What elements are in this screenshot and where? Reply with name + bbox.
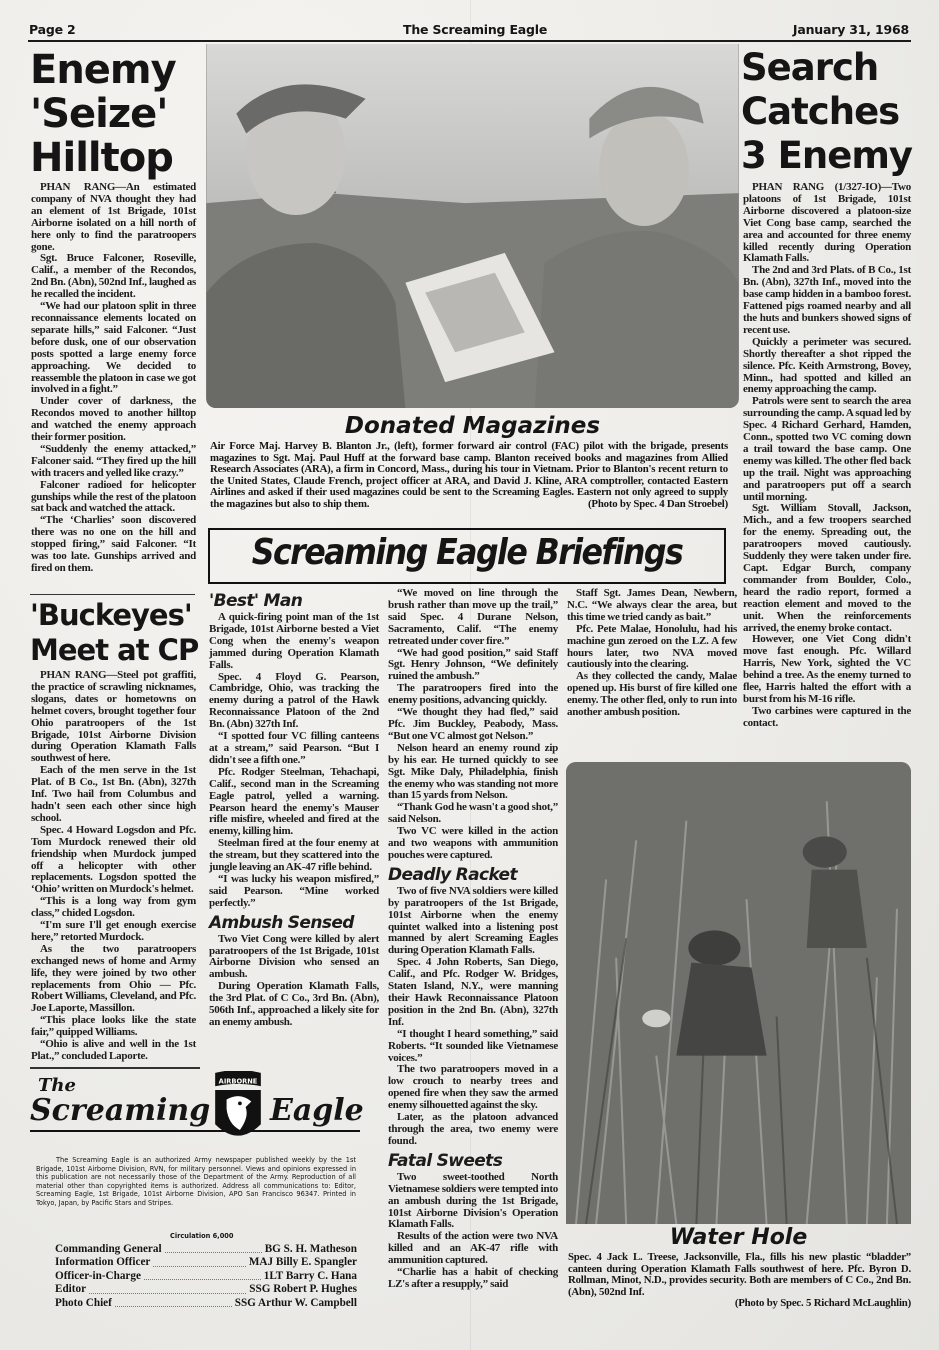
story-buckeyes-body: PHAN RANG—Steel pot graffiti, the practice of scrawling nicknames, slogans, dates or hometowns on helmet covers, brought together four Ohio paratroopers of the 1st Brigade, 101st Airborne Division during Operation Klamath Falls southwest of here. Each of the men serve in the 1st Plat. of B Co., 1st Bn. (Abn), 327th Inf. Two hail from Columbus and hadn't seen each other since high school. Spec. 4 Howard Logsdon and Pfc. Tom Murdock renewed their old friendship when Murdock jumped off a helicopter with other replacements. Logsdon spotted the ‘Ohio’ written on Murdock's helmet. “This is a long way from gym class,” chided Logsdon. “I'm sure I'll get enough exercise here,” retorted Murdock. As the two paratroopers exchanged news of home and Army life, they were joined by two other replacements from Ohio — Pfc. Robert Williams, Cleveland, and Pfc. Joe Laporte, Massillon. “This place looks like the state fair,” quipped Williams. “Ohio is alive and well in the 1st Plat.,” concluded Laporte. <box>31 669 196 1062</box>
soldier-kneeling <box>688 930 740 965</box>
column-rule <box>30 594 195 595</box>
canteen <box>642 1010 670 1028</box>
staff-row: Editor SSG Robert P. Hughes <box>55 1283 357 1296</box>
issue-date: January 31, 1968 <box>792 22 909 37</box>
briefings-column-1: 'Best' Man A quick-firing point man of the 1st Brigade, 101st Airborne bested a Viet Cong when the enemy's weapon jammed during Operation Klamath Falls. Spec. 4 Floyd G. Pearson, Cambridge, Ohio, was tracking the enemy during a patrol of the Hawk Reconnaissance Platoon of the 2nd Bn. (Abn) 327th Inf. “I spotted four VC filling canteens at a stream,” said Pearson. “But I didn't see a fifth one.” Pfc. Rodger Steelman, Tehachapi, Calif., second man in the Screaming Eagle patrol, yelled a warning. Pearson heard the enemy's Mauser rifle misfire, wheeled and fired at the enemy, killing him. Steelman fired at the four enemy at the stream, but they scattered into the jungle leaving an AK-47 rifle behind. “I was lucky his weapon misfired,” said Pearson. “Mine worked perfectly.” Ambush Sensed Two Viet Cong were killed by alert paratroopers of the 1st Brigade, 101st Airborne Division who sensed an ambush. During Operation Klamath Falls, the 3rd Plat. of C Co., 3rd Bn. (Abn), 506th Inf., approached a likely site for an enemy ambush. <box>209 591 379 1028</box>
staff-row: Commanding General BG S. H. Matheson <box>55 1243 357 1255</box>
header-rule <box>28 40 911 42</box>
photo-image <box>566 762 911 1224</box>
photo-caption-water-hole: Spec. 4 Jack L. Treese, Jacksonville, Fla., fills his new plastic “bladder” canteen during Operation Klamath Falls southwest of here. Pfc. Byron D. Rollman, Minot, N.D., provides security. Both are members of C Co., 2nd Bn. (Abn), 502nd Inf. (Photo by Spec. 5 Richard McLaughlin) <box>568 1251 911 1310</box>
patch-tab-text: AIRBORNE <box>218 1077 258 1086</box>
staff-row: Photo Chief SSG Arthur W. Campbell <box>55 1296 357 1309</box>
story-search-body: PHAN RANG (1/327-IO)—Two platoons of 1st Brigade, 101st Airborne discovered a platoon-size Viet Cong base camp, searched the area and accounted for three enemy killed recently during Operation Klamath Falls. The 2nd and 3rd Plats. of B Co., 1st Bn. (Abn), 327th Inf., moved into the base camp hidden in a bamboo forest. Fattened pigs roamed nearby and all the huts and bunkers showed signs of recent use. Quickly a perimeter was secured. Shortly thereafter a shot ripped the silence. Pfc. Keith Armstrong, Bovey, Minn., had spotted and killed an enemy approaching the camp. Patrols were sent to search the area surrounding the camp. A squad led by Spec. 4 Richard Gerhard, Hamden, Conn., spotted two VC coming down a trail toward the base camp. One enemy was killed. The other fled back up the trail. Night was approaching and paratroopers put off a search until morning. Sgt. William Stovall, Jackson, Mich., and a few troopers searched for the enemy. Spreading out, the paratroopers moved cautiously. Suddenly they were taken under fire. Capt. Edgar Burch, company commander from Boulder, Colo., heard the radio report, formed a reaction element and moved to the unit. When the reinforcements arrived, the enemy broke contact. However, one Viet Cong didn't move fast enough. Pfc. Willard Harris, New York, sighted the VC behind a tree. As the enemy turned to flee, Harris halted the effort with a burst from his M-16 rifle. Two carbines were captured in the contact. <box>743 181 911 729</box>
staff-box <box>55 1243 357 1310</box>
subhead-deadly-racket: Deadly Racket <box>388 864 518 885</box>
column-rule <box>30 1067 200 1069</box>
masthead <box>30 1075 364 1143</box>
subhead-ambush: Ambush Sensed <box>209 912 354 933</box>
subhead-fatal-sweets: Fatal Sweets <box>388 1150 503 1171</box>
masthead-the: The <box>38 1075 76 1096</box>
photo-donated-magazines <box>206 44 739 408</box>
masthead-eagle: Eagle <box>270 1093 364 1128</box>
photo-image <box>206 44 739 408</box>
soldier-right <box>535 231 739 408</box>
staff-row: Information Officer MAJ Billy E. Spangler <box>55 1256 357 1269</box>
photo-credit: (Photo by Spec. 5 Richard McLaughlin) <box>734 1297 911 1310</box>
story-hilltop-body: PHAN RANG—An estimated company of NVA thought they had an element of 1st Brigade, 101st Airborne isolated on a hill north of here only to find the paratroopers gone. Sgt. Bruce Falconer, Roseville, Calif., a member of the Recondos, 2nd Bn. (Abn), 502nd Inf., laughed as he recalled the incident. “We had our platoon split in three reconnaissance elements located on separate hills,” said Falconer. “Just before dusk, one of our observation posts spotted a large enemy force approaching. We decided to reassemble the platoon in case we got involved in a fight.” Under cover of darkness, the Recondos moved to another hilltop and watched the enemy approach their former position. “Suddenly the enemy attacked,” Falconer said. “They fired up the hill with tracers and yelled like crazy.” Falconer radioed for helicopter gunships while the rest of the platoon sat back and watched the attack. “The ‘Charlies’ soon discovered there was no one on the hill and stopped firing,” said Falconer. “It was too late. Gunships arrived and fired on them. <box>31 181 197 574</box>
masthead-rule <box>30 1130 360 1132</box>
masthead-disclaimer: The Screaming Eagle is an authorized Army newspaper published weekly by the 1st Brigade, 101st Airborne Division, RVN, for military personnel. Views and opinions expressed in this publication are not necessarily those of the Department of the Army. Reproduction of all material other than copyrighted items is authorized. Address all communications to: Editor, Screaming Eagle, 1st Brigade, 101st Airborne Division, APO San Francisco 96347. Printed in Tokyo, Japan, by Pacific Stars and Stripes. <box>36 1156 356 1207</box>
briefings-banner <box>208 528 726 584</box>
headline-buckeyes: 'Buckeyes' Meet at CP <box>30 598 199 667</box>
soldier-standing <box>803 836 847 867</box>
paper-name: The Screaming Eagle <box>403 22 548 37</box>
photo-title-water-hole: Water Hole <box>669 1225 808 1250</box>
photo-water-hole <box>566 762 911 1224</box>
subhead-best-man: 'Best' Man <box>209 591 303 611</box>
briefings-title: Screaming Eagle Briefings <box>251 532 683 573</box>
briefings-column-3: Staff Sgt. James Dean, Newbern, N.C. “We always clear the area, but this time we tried candy as bait.” Pfc. Pete Malae, Honolulu, had his machine gun zeroed on the LZ. A few hours later, two NVA moved cautiously into the clearing. As they collected the candy, Malae opened up. His burst of fire killed one enemy. The other fled, only to run into another ambush position. <box>567 587 737 719</box>
circulation: Circulation 6,000 <box>170 1232 234 1240</box>
briefings-column-2: “We moved on line through the brush rather than move up the trail,” said Spec. 4 Durane Nelson, Sacramento, Calif. “The enemy retreated under cover fire.” “We had good position,” said Staff Sgt. Henry Johnson, “We definitely ruined the ambush.” The paratroopers fired into the enemy positions, advancing quickly. “We thought they had fled,” said Pfc. Jim Buckley, Peabody, Mass. “But one VC almost got Nelson.” Nelson heard an enemy round zip by his ear. He turned quickly to see Sgt. Mike Daly, Philadelphia, finish the enemy who was standing not more than 15 yards from Nelson. “Thank God he wasn't a good shot,” said Nelson. Two VC were killed in the action and two weapons with ammunition pouches were captured. Deadly Racket Two of five NVA soldiers were killed by paratroopers of the 1st Brigade, 101st Airborne when the enemy quintet walked into a listening post manned by alert Screaming Eagles during Operation Klamath Falls. Spec. 4 John Roberts, San Diego, Calif., and Pfc. Rodger W. Bridges, Staten Island, N.Y., were manning their Hawk Reconnaissance Platoon position in the 2nd Bn. (Abn), 327th Inf. “I thought I heard something,” said Roberts. “It sounded like Vietnamese voices.” The two paratroopers moved in a low crouch to nearby trees and opened fire when they saw the armed enemy silhouetted against the sky. Later, as the platoon advanced through the area, two enemy were found. Fatal Sweets Two sweet-toothed North Vietnamese soldiers were tempted into an ambush during the 1st Brigade, 101st Airborne Division's Operation Klamath Falls. Results of the action were two NVA killed and an AK-47 rifle with ammunition captured. “Charlie has a habit of checking LZ's after a resupply,” said <box>388 587 558 1290</box>
headline-search: Search Catches 3 Enemy <box>741 46 913 177</box>
page-number: Page 2 <box>29 22 76 37</box>
headline-hilltop: Enemy 'Seize' Hilltop <box>30 47 176 181</box>
photo-caption-magazines: Air Force Maj. Harvey B. Blanton Jr., (left), former forward air control (FAC) pilot with the brigade, presents magazines to Sgt. Maj. Paul Huff at the forward base camp. Blanton received books and magazines from Allied Research Associates (ARA), a firm in Concord, Mass., during his tour in Vietnam. Prior to Blanton's recent return to the United States, Claude French, project officer at ARA, and David J. Kline, ARA comptroller, contacted Eastern Airlines and asked if their used magazines could be sent to the Screaming Eagles. Eastern not only agreed to supply the magazines but also to ship them. (Photo by Spec. 4 Dan Stroebel) <box>210 440 728 510</box>
photo-title-magazines: Donated Magazines <box>344 413 601 439</box>
masthead-screaming: Screaming <box>30 1093 211 1128</box>
airborne-eagle-patch-icon <box>210 1071 266 1149</box>
staff-row: Officer-in-Charge 1LT Barry C. Hana <box>55 1269 357 1282</box>
photo-credit: (Photo by Spec. 4 Dan Stroebel) <box>588 497 728 510</box>
